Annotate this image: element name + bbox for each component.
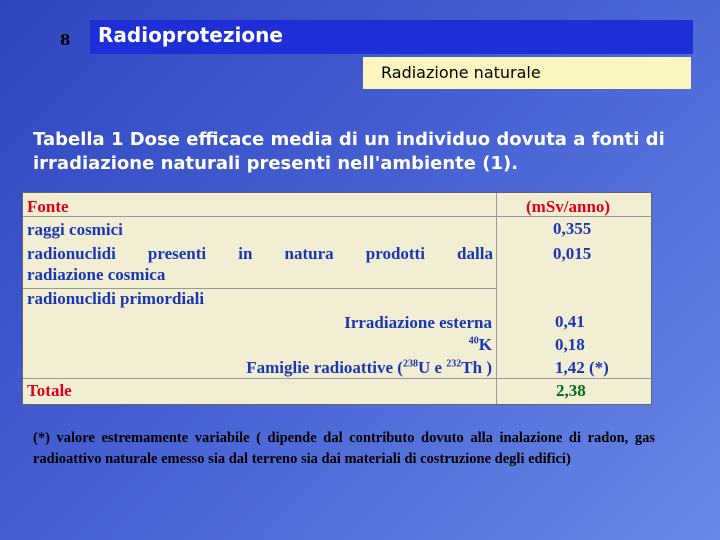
title-bar: Radioprotezione <box>90 20 693 54</box>
row-source-radionuclides-cosmic-line2: radiazione cosmica <box>27 265 166 284</box>
families-mid: U e <box>417 358 447 377</box>
row-source-families <box>246 358 492 378</box>
word: presenti <box>147 244 207 263</box>
page-number: 8 <box>60 31 71 49</box>
row-source-primordial: radionuclidi primordiali <box>27 289 205 308</box>
row-divider <box>23 216 651 217</box>
row-value-cosmic: 0,355 <box>553 219 592 238</box>
source-column <box>23 193 497 404</box>
dose-table <box>22 192 652 405</box>
row-divider <box>23 378 651 379</box>
value-column <box>498 193 651 404</box>
word: prodotti <box>365 244 425 263</box>
isotope-mass: 238 <box>402 358 418 370</box>
header-source: Fonte <box>27 197 69 216</box>
subtitle-box: Radiazione naturale <box>363 57 691 89</box>
isotope-mass: 232 <box>446 358 462 370</box>
word: dalla <box>457 244 493 263</box>
families-prefix: Famiglie radioattive ( <box>246 358 403 377</box>
row-source-k40 <box>469 335 492 355</box>
word: radionuclidi <box>27 244 116 263</box>
row-divider <box>23 288 497 289</box>
total-label: Totale <box>27 381 72 400</box>
row-source-external: Irradiazione esterna <box>344 313 492 332</box>
row-source-cosmic: raggi cosmici <box>27 220 123 239</box>
row-value-k40: 0,18 <box>555 335 585 354</box>
word: natura <box>284 244 334 263</box>
isotope-symbol: K <box>478 335 492 354</box>
row-value-radionuclides-cosmic: 0,015 <box>553 244 592 263</box>
row-value-external: 0,41 <box>555 312 585 331</box>
row-source-radionuclides-cosmic-line1 <box>27 244 493 264</box>
table-caption: Tabella 1 Dose efficace media di un individuo dovuta a fonti di irradiazione naturali presenti nell'ambiente (1). <box>33 129 665 174</box>
header-unit: (mSv/anno) <box>526 197 611 216</box>
row-value-families: 1,42 (*) <box>555 358 609 377</box>
isotope-mass: 40 <box>468 335 479 347</box>
footnote: (*) valore estremamente variabile ( dipende dal contributo dovuto alla inalazione di radon, gas radioattivo naturale emesso sia dal terreno sia dai materiali di costruzione degli edifici) <box>33 430 655 467</box>
word: in <box>238 244 253 263</box>
families-end: Th ) <box>461 358 492 377</box>
total-value: 2,38 <box>556 381 586 400</box>
